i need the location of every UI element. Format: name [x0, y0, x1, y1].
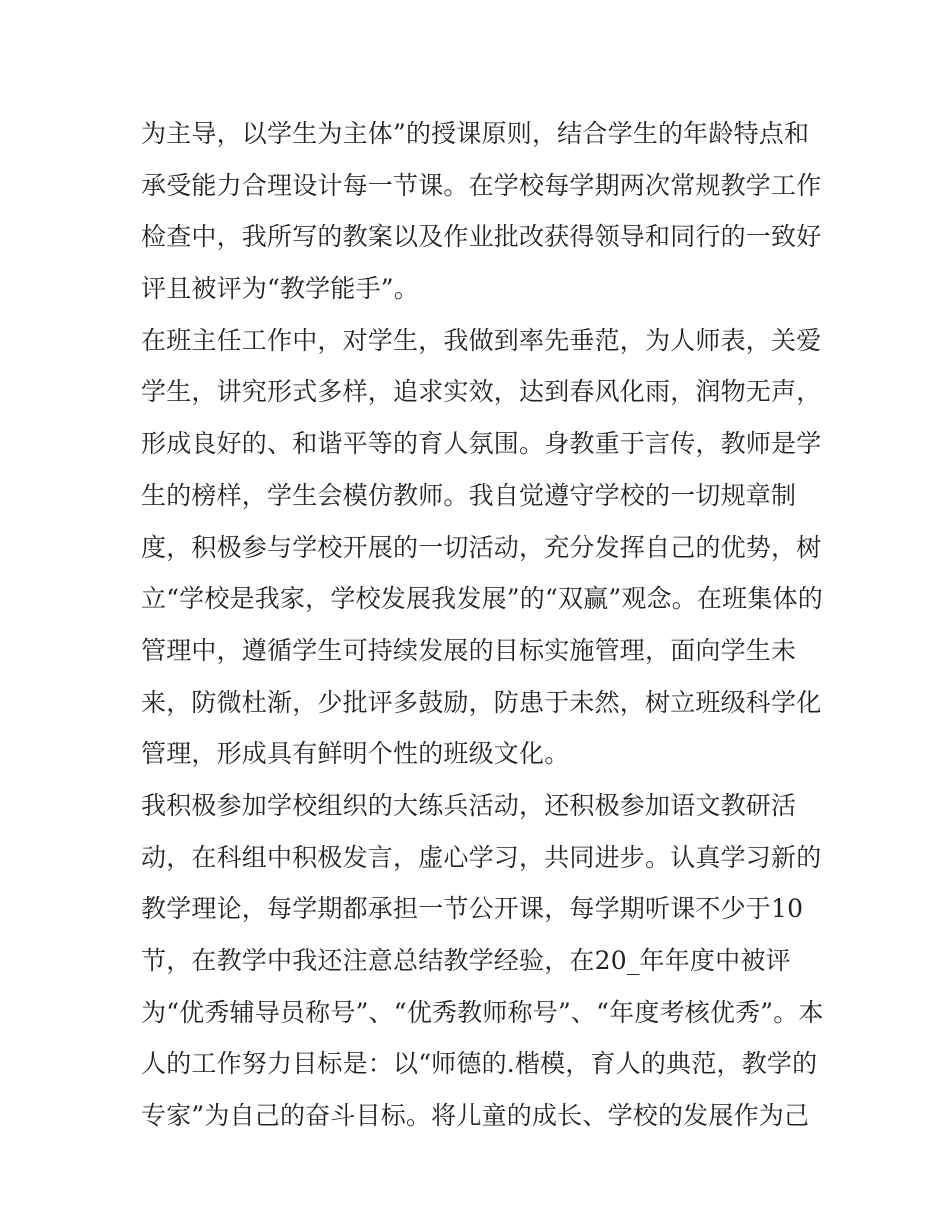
text-line: 为“优秀辅导员称号”、“优秀教师称号”、“年度考核优秀”。本: [141, 997, 824, 1027]
text-line: 立“学校是我家，学校发展我发展”的“双赢”观念。在班集体的: [141, 584, 823, 614]
text-line: 管理中，遵循学生可持续发展的目标实施管理，面向学生未: [141, 635, 797, 665]
text-line: 来，防微杜渐，少批评多鼓励，防患于未然，树立班级科学化: [141, 687, 822, 717]
body-text: [141, 108, 824, 1142]
text-line: 学生，讲究形式多样，追求实效，达到春风化雨，润物无声，: [141, 377, 822, 407]
text-line: 评且被评为“教学能手”。: [141, 274, 419, 304]
text-line: 动，在科组中积极发言，虚心学习，共同进步。认真学习新的: [141, 842, 822, 872]
text-line: 度，积极参与学校开展的一切活动，充分发挥自己的优势，树: [141, 532, 822, 562]
text-line: 人的工作努力目标是：以“师德的.楷模，育人的典范，教学的: [141, 1049, 818, 1079]
text-line: 专家”为自己的奋斗目标。将儿童的成长、学校的发展作为己: [141, 1101, 810, 1131]
text-line: 管理，形成具有鲜明个性的班级文化。: [141, 739, 570, 769]
text-line: 在班主任工作中，对学生，我做到率先垂范，为人师表，关爱: [141, 325, 822, 355]
text-line: 节，在教学中我还注意总结教学经验，在20_年年度中被评: [141, 946, 791, 975]
text-line: 承受能力合理设计每一节课。在学校每学期两次常规教学工作: [141, 170, 822, 200]
text-line: 我积极参加学校组织的大练兵活动，还积极参加语文教研活: [141, 790, 797, 820]
text-line: 检查中，我所写的教案以及作业批改获得领导和同行的一致好: [141, 222, 822, 252]
text-line: 生的榜样，学生会模仿教师。我自觉遵守学校的一切规章制: [141, 480, 797, 510]
text-line: 形成良好的、和谐平等的育人氛围。身教重于言传，教师是学: [141, 429, 822, 459]
text-line: 教学理论，每学期都承担一节公开课，每学期听课不少于10: [141, 894, 804, 924]
text-line: 为主导，以学生为主体”的授课原则，结合学生的年龄特点和: [141, 119, 810, 148]
